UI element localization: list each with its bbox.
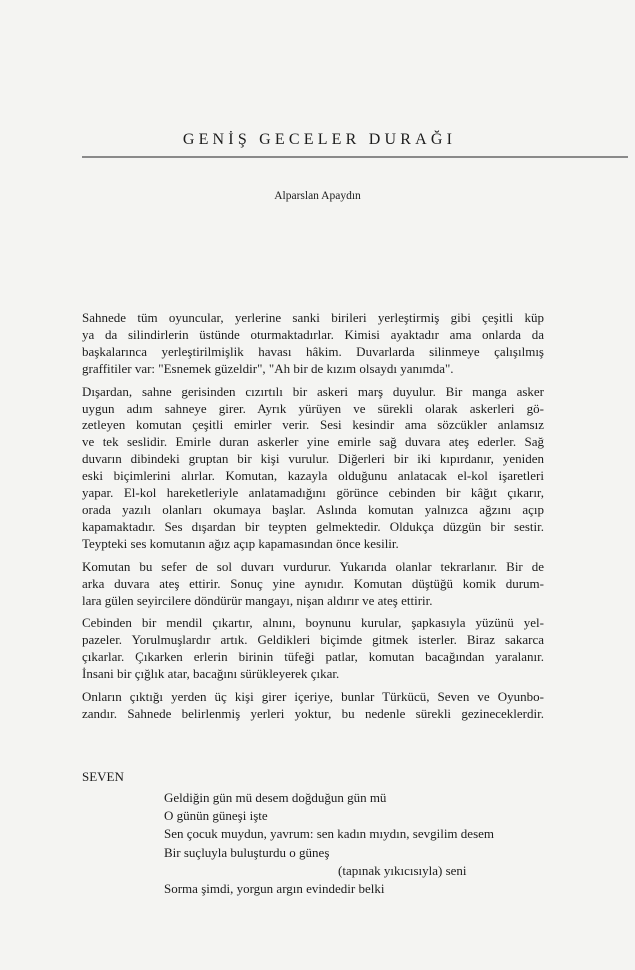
text-line: Cebinden bir mendil çıkartır, alnını, boynunu kurular, şapkasıyla yüzünü yel-: [82, 615, 544, 631]
poem-line: (tapınak yıkıcısıyla) seni: [338, 862, 467, 878]
text-line: Onların çıktığı yerden üç kişi girer içeriye, bunlar Türkücü, Seven ve Oyunbo-: [82, 689, 544, 705]
text-line: İnsani bir çığlık atar, bacağını sürükleyerek çıkar.: [82, 666, 340, 682]
paragraph-5: [82, 689, 544, 723]
text-line: graffitiler var: "Esnemek güzeldir", "Ah bir de kızım olsaydı yanımda".: [82, 360, 454, 376]
text-line: duvarın dibindeki gruptan bir kişi vurulur. Diğerleri bir iki kıpırdanır, yeniden: [82, 451, 544, 467]
text-line: çıkarlar. Çıkarken erlerin birinin tüfeği patlar, komutan bacağından yaralanır.: [82, 649, 544, 665]
text-line: arka duvara ateş ettirir. Sonuç yine aynıdır. Komutan düştüğü komik durum-: [82, 575, 544, 591]
poem-line: Geldiğin gün mü desem doğduğun gün mü: [164, 790, 387, 805]
poem-line: Sorma şimdi, yorgun argın evindedir belki: [164, 881, 385, 897]
page-title: GENİŞ GECELER DURAĞI: [182, 131, 457, 148]
poem-block: [164, 789, 554, 898]
text-line: Dışardan, sahne gerisinden cızırtılı bir askeri marş duyulur. Bir manga asker: [82, 383, 544, 399]
poem-line: Bir suçluyla buluşturdu o güneş: [164, 844, 330, 860]
poem-line: Sen çocuk muydun, yavrum: sen kadın mıydın, sevgilim desem: [164, 826, 495, 842]
text-line: zandır. Sahnede belirlenmiş yerleri yoktur, bu nedenle sürekli gezineceklerdir.: [82, 705, 544, 721]
poem-line: O günün güneşi işte: [164, 808, 268, 824]
body-text: [82, 310, 544, 729]
paragraph-2: [82, 384, 544, 553]
text-line: zetleyen komutan çeşitli emirler verir. Sesi kesindir ama sözcükler anlamsız: [82, 417, 544, 433]
author-name: Alparslan Apaydın: [274, 190, 361, 202]
title-rule: [82, 156, 628, 158]
text-line: Teypteki ses komutanın ağız açıp kapamasından önce kesilir.: [82, 535, 399, 551]
text-line: Komutan bu sefer de sol duvarı vurdurur. Yukarıda olanlar tekrarlanır. Bir de: [82, 558, 544, 574]
text-line: başkalarınca yerleştirilmişlik havası hâkim. Duvarlarda silinmeye çalışılmış: [82, 343, 544, 359]
paragraph-4: [82, 615, 544, 683]
text-line: Sahnede tüm oyuncular, yerlerine sanki birileri yerleştirmiş gibi çeşitli küp: [82, 310, 544, 325]
text-line: uygun adım sahneye girer. Ayrık yürüyen ve sürekli olarak askerleri gö-: [82, 400, 544, 416]
text-line: lara gülen seyircilere döndürür mangayı, nişan aldırır ve ateş ettirir.: [82, 592, 433, 608]
text-line: eski biçimlerini alırlar. Komutan, kazayla olduğunu anlatacak el-kol işaretleri: [82, 468, 544, 484]
text-line: pazeler. Yorulmuşlardır artık. Geldikleri biçimde gitmek isterler. Biraz sakarca: [82, 632, 544, 648]
text-line: ya da silindirlerin üstünde oturmaktadırlar. Kimisi ayaktadır ama onlarda da: [82, 326, 544, 342]
paragraph-1: [82, 310, 544, 378]
text-line: kapamaktadır. Ses dışardan bir teypten gelmektedir. Oldukça düzgün bir sestir.: [82, 518, 544, 534]
text-line: ve tek seslidir. Emirle duran askerler yine emirle sağ duvara ateş ederler. Sağ: [82, 434, 544, 450]
paragraph-3: [82, 559, 544, 610]
text-line: yapar. El-kol hareketleriyle anlatamadığını görünce cebinden bir kâğıt çıkarır,: [82, 485, 544, 501]
speaker-name: SEVEN: [82, 769, 124, 784]
text-line: orada yazılı olanları okumaya başlar. Aslında komutan yalnızca ağzını açıp: [82, 501, 544, 517]
